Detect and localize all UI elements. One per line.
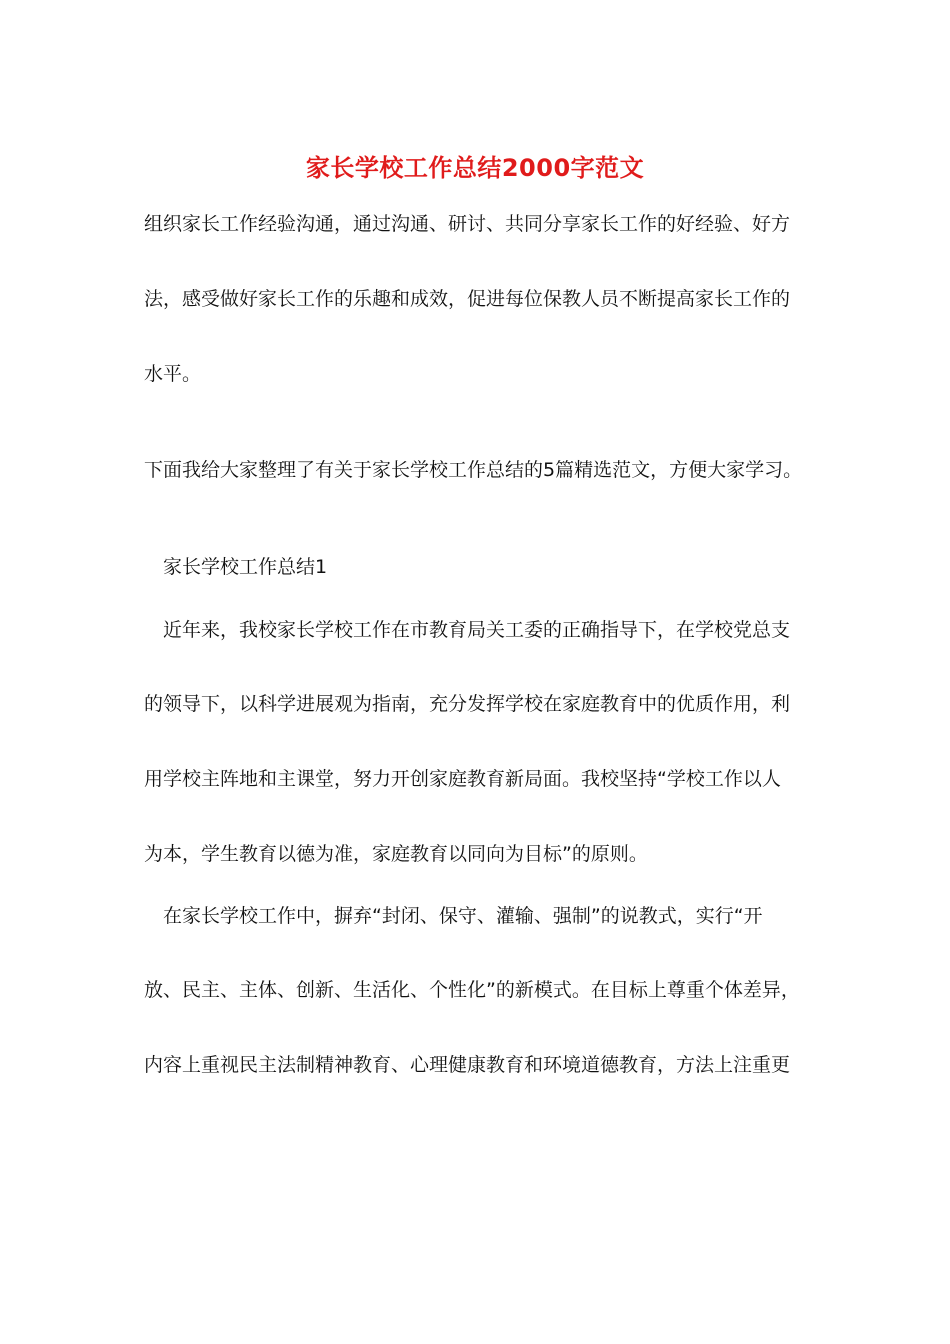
paragraph-line: 组织家长工作经验沟通，通过沟通、研讨、共同分享家长工作的好经验、好方 xyxy=(144,213,791,235)
document-title: 家长学校工作总结2000字范文 xyxy=(305,154,645,182)
paragraph-line: 的领导下，以科学进展观为指南，充分发挥学校在家庭教育中的优质作用，利 xyxy=(144,693,791,715)
paragraph-line: 近年来，我校家长学校工作在市教育局关工委的正确指导下，在学校党总支 xyxy=(163,619,791,641)
paragraph-line: 内容上重视民主法制精神教育、心理健康教育和环境道德教育，方法上注重更 xyxy=(144,1054,791,1076)
section-heading: 家长学校工作总结1 xyxy=(163,556,328,578)
paragraph-line: 用学校主阵地和主课堂，努力开创家庭教育新局面。我校坚持“学校工作以人 xyxy=(144,768,781,790)
paragraph-line: 为本，学生教育以德为准，家庭教育以同向为目标”的原则。 xyxy=(144,843,648,865)
paragraph-line: 水平。 xyxy=(144,363,202,385)
paragraph-line: 法，感受做好家长工作的乐趣和成效，促进每位保教人员不断提高家长工作的 xyxy=(144,288,791,310)
paragraph-line: 在家长学校工作中，摒弃“封闭、保守、灌输、强制”的说教式，实行“开 xyxy=(163,905,763,927)
paragraph-line: 放、民主、主体、创新、生活化、个性化”的新模式。在目标上尊重个体差异， xyxy=(144,979,800,1001)
paragraph-line: 下面我给大家整理了有关于家长学校工作总结的5篇精选范文，方便大家学习。 xyxy=(144,459,803,481)
